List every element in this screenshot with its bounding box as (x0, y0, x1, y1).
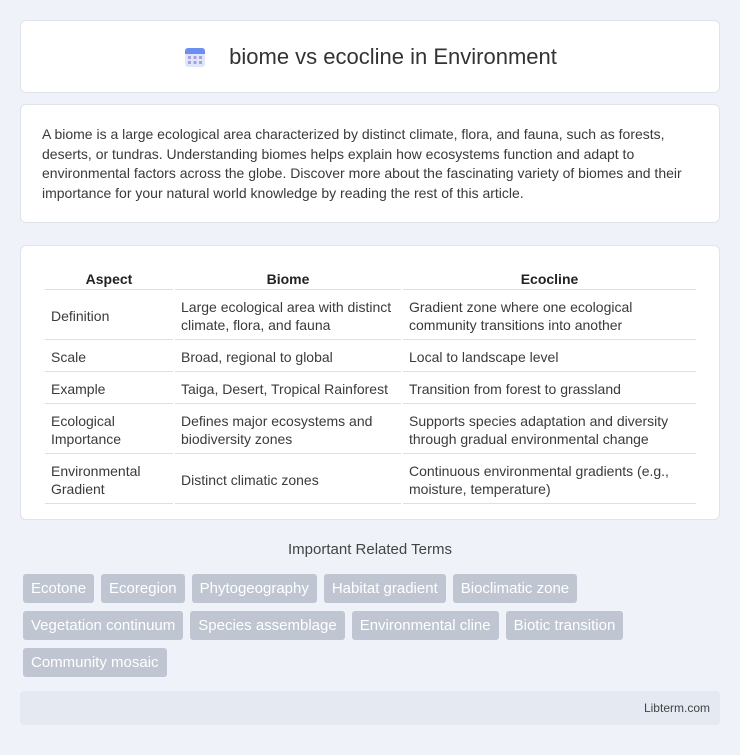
cell-biome: Taiga, Desert, Tropical Rainforest (175, 374, 401, 404)
cell-ecocline: Local to landscape level (403, 342, 696, 372)
comparison-table (43, 266, 698, 506)
cell-biome: Large ecological area with distinct climate, flora, and fauna (175, 292, 401, 340)
cell-biome: Distinct climatic zones (175, 456, 401, 504)
cell-ecocline: Transition from forest to grassland (403, 374, 696, 404)
tag-bioclimatic-zone[interactable]: Bioclimatic zone (453, 574, 577, 603)
title-wrap (183, 44, 557, 70)
cell-ecocline: Continuous environmental gradients (e.g., moisture, temperature) (403, 456, 696, 504)
tag-ecotone[interactable]: Ecotone (23, 574, 94, 603)
tag-biotic-transition[interactable]: Biotic transition (506, 611, 624, 640)
header-card (20, 20, 720, 93)
tag-phytogeography[interactable]: Phytogeography (192, 574, 317, 603)
cell-biome: Defines major ecosystems and biodiversity zones (175, 406, 401, 454)
calendar-icon (183, 45, 207, 69)
intro-text: A biome is a large ecological area characterized by distinct climate, flora, and fauna, such as forests, deserts, or tundras. Understanding biomes helps explain how ecosystems function and adapt to environmental factors across the globe. Discover more about the fascinating variety of biomes and their importance for your natural world knowledge by reading the rest of this article. (42, 126, 682, 201)
footer (20, 691, 720, 725)
cell-biome: Broad, regional to global (175, 342, 401, 372)
cell-ecocline: Supports species adaptation and diversity through gradual environmental change (403, 406, 696, 454)
related-terms-tags (23, 574, 703, 677)
tag-environmental-cline[interactable]: Environmental cline (352, 611, 499, 640)
tag-ecoregion[interactable]: Ecoregion (101, 574, 185, 603)
related-terms-title: Important Related Terms (288, 541, 452, 558)
table-row (45, 342, 696, 372)
footer-site-link[interactable]: Libterm.com (643, 701, 710, 715)
tag-community-mosaic[interactable]: Community mosaic (23, 648, 167, 677)
tag-vegetation-continuum[interactable]: Vegetation continuum (23, 611, 183, 640)
table-row (45, 374, 696, 404)
cell-aspect: Example (45, 374, 173, 404)
header-ecocline: Ecocline (403, 268, 696, 290)
tag-habitat-gradient[interactable]: Habitat gradient (324, 574, 446, 603)
cell-aspect: Ecological Importance (45, 406, 173, 454)
table-row (45, 292, 696, 340)
comparison-card (20, 245, 720, 520)
tag-species-assemblage[interactable]: Species assemblage (190, 611, 344, 640)
header-aspect: Aspect (45, 268, 173, 290)
cell-aspect: Definition (45, 292, 173, 340)
cell-ecocline: Gradient zone where one ecological community transitions into another (403, 292, 696, 340)
cell-aspect: Scale (45, 342, 173, 372)
cell-aspect: Environmental Gradient (45, 456, 173, 504)
page-title: biome vs ecocline in Environment (229, 43, 557, 69)
table-row (45, 406, 696, 454)
header-biome: Biome (175, 268, 401, 290)
table-header-row (45, 268, 696, 290)
table-row (45, 456, 696, 504)
intro-card (20, 104, 720, 223)
